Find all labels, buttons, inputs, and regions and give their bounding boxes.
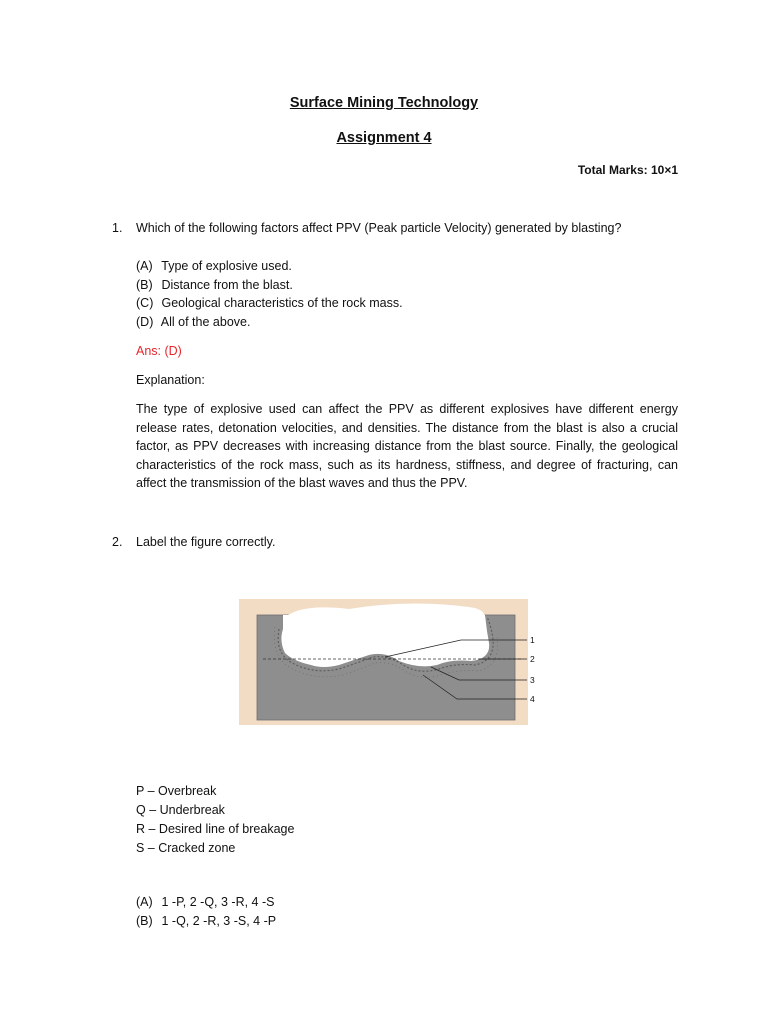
option-label: (A)	[136, 895, 153, 909]
legend-item-s: S – Cracked zone	[136, 841, 236, 855]
option-text: Type of explosive used.	[161, 259, 292, 273]
option-label: (B)	[136, 914, 153, 928]
explanation-text: The type of explosive used can affect the PPV as different explosives have different energy release rates, detonation velocities, and densities. The distance from the blast is also a crucial factor, as PPV decreases with increasing distance from the blast source. Finally, the geological characteristics of the rock mass, such as its hardness, stiffness, and degree of fracturing, can affect the transmission of the blast waves and thus the PPV.	[136, 402, 678, 491]
explanation-heading: Explanation:	[136, 373, 205, 387]
question-2-number: 2.	[112, 535, 123, 549]
option-text: 1 -Q, 2 -R, 3 -S, 4 -P	[161, 914, 277, 928]
option-label: (C)	[136, 296, 154, 310]
question-1-answer: Ans: (D)	[136, 344, 182, 358]
blast-breakage-figure	[239, 599, 539, 725]
question-1-option-b	[136, 276, 403, 295]
legend-item-p: P – Overbreak	[136, 784, 217, 798]
option-text: 1 -P, 2 -Q, 3 -R, 4 -S	[161, 895, 275, 909]
question-1-number: 1.	[112, 221, 123, 235]
assignment-heading: Assignment 4	[336, 130, 432, 146]
question-1-option-d	[136, 313, 403, 332]
legend-item-q: Q – Underbreak	[136, 803, 225, 817]
option-label: (B)	[136, 277, 153, 292]
question-1-text: Which of the following factors affect PPV (Peak particle Velocity) generated by blasting?	[136, 221, 622, 235]
question-2-option-b	[136, 912, 276, 931]
document-title: Surface Mining Technology	[289, 95, 479, 111]
question-1-option-a	[136, 257, 403, 276]
figure-label-3: 3	[530, 675, 535, 685]
legend-item-r: R – Desired line of breakage	[136, 822, 295, 836]
option-text: All of the above.	[160, 314, 251, 329]
option-text: Geological characteristics of the rock mass.	[161, 296, 403, 310]
option-text: Distance from the blast.	[161, 277, 293, 292]
total-marks: Total Marks: 10×1	[577, 163, 678, 177]
figure-legend	[136, 782, 294, 858]
question-1-option-c	[136, 294, 403, 313]
figure-label-1: 1	[530, 635, 535, 645]
option-label: (D)	[136, 314, 154, 329]
figure-label-4: 4	[530, 694, 535, 704]
option-label: (A)	[136, 259, 153, 273]
question-2-option-a	[136, 893, 276, 912]
question-2-options	[136, 893, 276, 931]
figure-label-2: 2	[530, 654, 535, 664]
question-2-text: Label the figure correctly.	[136, 535, 276, 549]
question-1-options	[136, 257, 403, 331]
